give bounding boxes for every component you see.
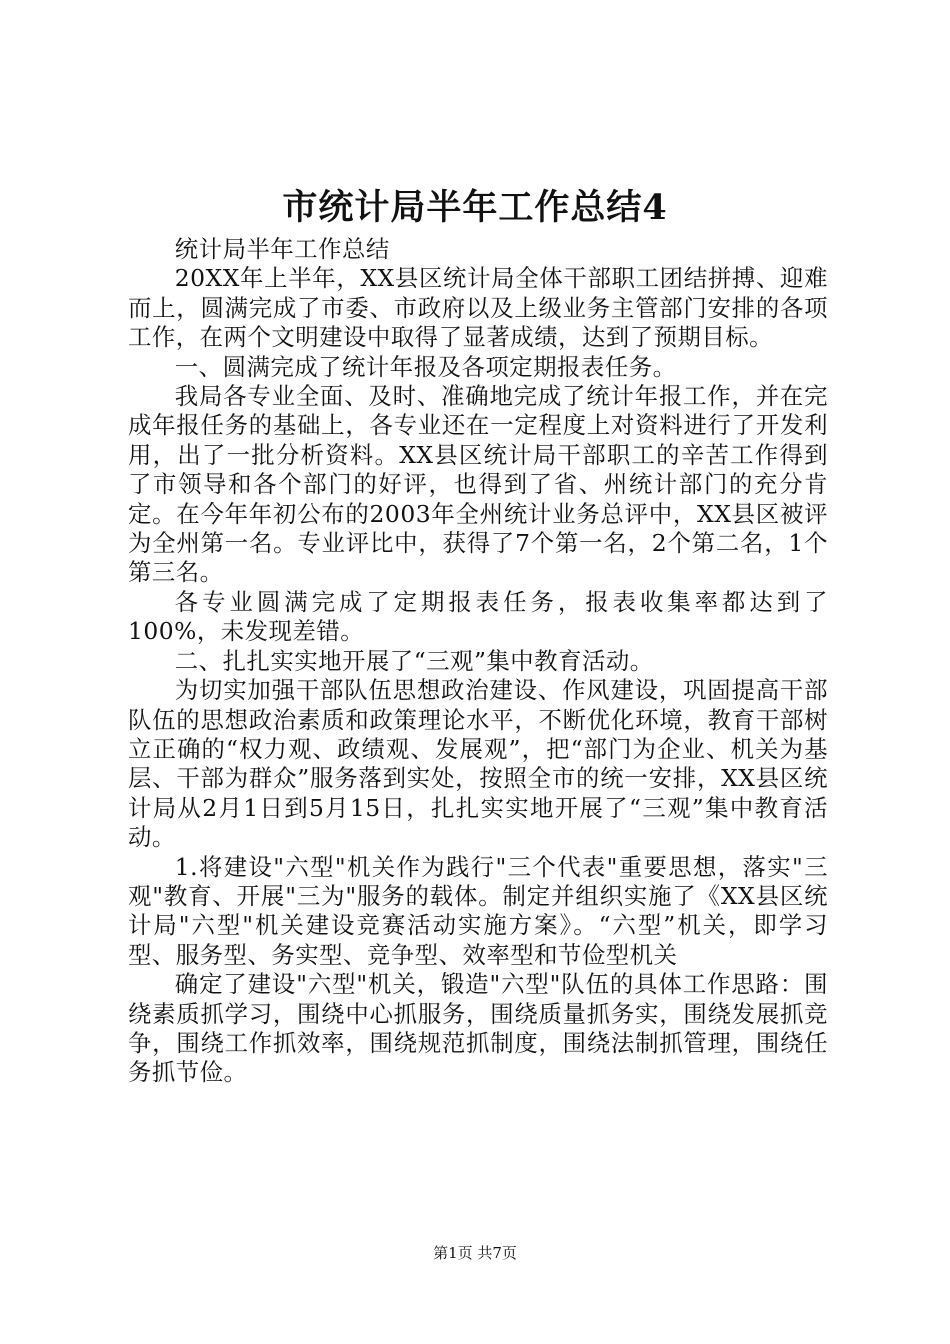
paragraph: 各专业圆满完成了定期报表任务，报表收集率都达到了100%，未发现差错。 bbox=[128, 587, 828, 646]
paragraph: 确定了建设"六型"机关，锻造"六型"队伍的具体工作思路：围绕素质抓学习，围绕中心抓服务，围绕质量抓务实，围绕发展抓竞争，围绕工作抓效率，围绕规范抓制度，围绕法制抓管理，围绕任务抓节俭。 bbox=[128, 970, 828, 1087]
paragraph: 20XX年上半年，XX县区统计局全体干部职工团结拼搏、迎难而上，圆满完成了市委、市政府以及上级业务主管部门安排的各项工作，在两个文明建设中取得了显著成绩，达到了预期目标。 bbox=[128, 264, 828, 352]
page-title: 市统计局半年工作总结4 bbox=[282, 187, 668, 228]
paragraph: 二、扎扎实实地开展了“三观”集中教育活动。 bbox=[174, 646, 654, 675]
paragraph: 一、圆满完成了统计年报及各项定期报表任务。 bbox=[174, 352, 677, 381]
paragraph: 为切实加强干部队伍思想政治建设、作风建设，巩固提高干部队伍的思想政治素质和政策理论水平，不断优化环境，教育干部树立正确的“权力观、政绩观、发展观”，把“部门为企业、机关为基层、干部为群众”服务落到实处，按照全市的统一安排，XX县区统计局从2月1日到5月15日，扎扎实实地开展了“三观”集中教育活动。 bbox=[128, 676, 828, 852]
paragraph: 1.将建设"六型"机关作为践行"三个代表"重要思想，落实"三观"教育、开展"三为"服务的载体。制定并组织实施了《XX县区统计局"六型"机关建设竞赛活动实施方案》。“六型”机关，即学习型、服务型、务实型、竞争型、效率型和节俭型机关 bbox=[128, 852, 828, 969]
paragraph: 我局各专业全面、及时、准确地完成了统计年报工作，并在完成年报任务的基础上，各专业还在一定程度上对资料进行了开发利用，出了一批分析资料。XX县区统计局干部职工的辛苦工作得到了市领导和各个部门的好评，也得到了省、州统计部门的充分肯定。在今年年初公布的2003年全州统计业务总评中，XX县区被评为全州第一名。专业评比中，获得了7个第一名，2个第二名，1个第三名。 bbox=[128, 382, 828, 587]
document-body bbox=[128, 235, 828, 1088]
paragraph: 统计局半年工作总结 bbox=[174, 235, 390, 263]
page-footer: 第1页 共7页 bbox=[433, 1244, 517, 1262]
